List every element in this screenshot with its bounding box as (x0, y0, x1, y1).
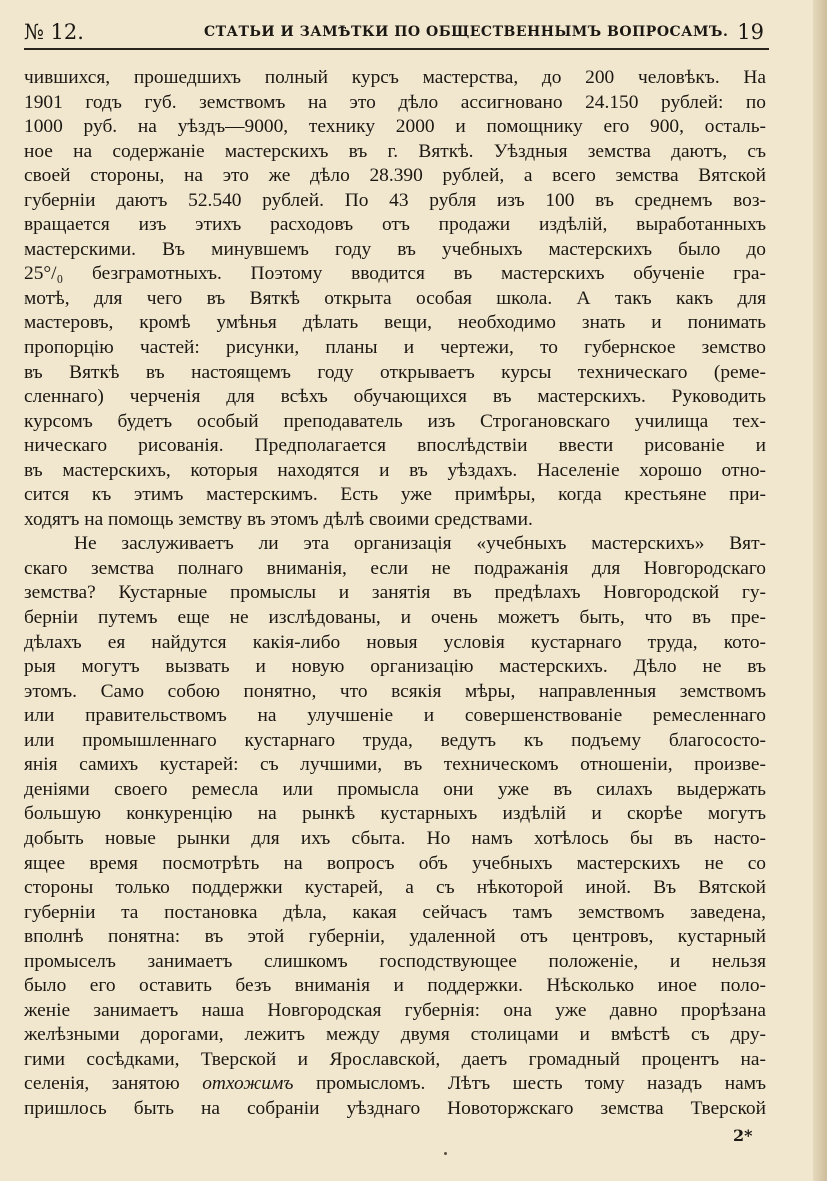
signature-mark: 2* (733, 1126, 753, 1145)
text-line: пришлось быть на собраніи уѣзднаго Новоторжскаго земства Тверской (24, 1097, 766, 1119)
text-line: мастеровъ, кромѣ умѣнья дѣлать вещи, необходимо знать и понимать (24, 312, 766, 334)
text-line: деніями своего ремесла или промысла они уже въ силахъ выдержать (24, 778, 766, 800)
text-line: 1000 руб. на уѣздъ—9000, технику 2000 и помощнику его 900, осталь- (24, 116, 766, 138)
text-line: вращается изъ этихъ расходовъ отъ продажи издѣлій, выработанныхъ (24, 214, 766, 236)
header-rule (24, 48, 769, 50)
text-line: губерніи та постановка дѣла, какая сейчасъ тамъ земствомъ заведена, (24, 901, 766, 923)
issue-number: № 12. (24, 20, 84, 44)
text-line: сленнаго) черченія для всѣхъ обучающихся въ мастерскихъ. Руководить (24, 386, 766, 408)
text-line: было его оставить безъ вниманія и поддержки. Нѣсколько иное поло- (24, 975, 766, 997)
text-line: мотѣ, для чего въ Вяткѣ открыта особая школа. А такъ какъ для (24, 287, 766, 309)
text-line: этомъ. Само собою понятно, что всякія мѣры, направленныя земствомъ (24, 680, 766, 702)
page-number: 19 (737, 20, 764, 44)
text-line: желѣзными дорогами, лежитъ между двумя столицами и вмѣстѣ съ дру- (24, 1024, 766, 1046)
text-line: гими сосѣдками, Тверской и Ярославской, даетъ громадный процентъ на- (24, 1048, 766, 1070)
text-line: янія самихъ кустарей: съ лучшими, въ техническомъ отношеніи, произве- (24, 754, 766, 776)
text-line: въ Вяткѣ въ настоящемъ году открываетъ курсы техническаго (реме- (24, 361, 766, 383)
text-line: земства? Кустарные промыслы и занятія въ предѣлахъ Новгородской гу- (24, 582, 766, 604)
text-line: мастерскими. Въ минувшемъ году въ учебныхъ мастерскихъ было до (24, 238, 766, 260)
text-line: или правительствомъ на улучшеніе и совершенствованіе ремесленнаго (24, 705, 766, 727)
text-line: ническаго рисованія. Предполагается впослѣдствіи ввести рисованіе и (24, 435, 766, 457)
section-title: СТАТЬИ И ЗАМѢТКИ ПО ОБЩЕСТВЕННЫМЪ ВОПРОСАМЪ. (204, 24, 729, 40)
text-line: дѣлахъ ея найдутся какія-либо новыя условія кустарнаго труда, кото- (24, 631, 766, 653)
running-header (24, 20, 764, 50)
text-line: ходятъ на помощь земству въ этомъ дѣлѣ своими средствами. (24, 508, 533, 530)
text-line: промыселъ занимаетъ слишкомъ господствующее положеніе, и нельзя (24, 950, 766, 972)
text-line: добыть новые рынки для ихъ сбыта. Но намъ хотѣлось бы въ насто- (24, 827, 766, 849)
text-line: ное на содержаніе мастерскихъ въ г. Вяткѣ. Уѣздныя земства даютъ, съ (24, 140, 766, 162)
text-line: курсомъ будетъ особый преподаватель изъ Строгановскаго училища тех- (24, 410, 766, 432)
text-line: Не заслуживаетъ ли эта организація «учебныхъ мастерскихъ» Вят- (74, 533, 766, 555)
text-line: въ мастерскихъ, которыя находятся и въ уѣздахъ. Населеніе хорошо отно- (24, 459, 766, 481)
text-line: своей стороны, на это же дѣло 28.390 рублей, а всего земства Вятской (24, 165, 766, 187)
page-edge (813, 0, 827, 1181)
text-line: стороны только поддержки кустарей, а съ нѣкоторой иной. Въ Вятской (24, 877, 766, 899)
text-line: 25°/₀ безграмотныхъ. Поэтому вводится въ мастерскихъ обученіе гра- (24, 263, 766, 285)
text-line: женіе занимаетъ наша Новгородская губернія: она уже давно прорѣзана (24, 999, 766, 1021)
text-line: сится къ этимъ мастерскимъ. Есть уже примѣры, когда крестьяне при- (24, 484, 766, 506)
text-line: вполнѣ понятна: въ этой губерніи, удаленной отъ центровъ, кустарный (24, 926, 766, 948)
article-body (24, 66, 766, 1122)
text-line: ящее время посмотрѣть на вопросъ объ учебныхъ мастерскихъ не со (24, 852, 766, 874)
text-line: большую конкуренцію на рынкѣ кустарныхъ издѣлій и скорѣе могутъ (24, 803, 766, 825)
text-line: губерніи даютъ 52.540 рублей. По 43 рубля изъ 100 въ среднемъ воз- (24, 189, 766, 211)
text-line: пропорцію частей: рисунки, планы и чертежи, то губернское земство (24, 337, 766, 359)
text-line: берніи путемъ еще не изслѣдованы, и очень можетъ быть, что въ пре- (24, 607, 766, 629)
text-line: скаго земства полнаго вниманія, если не подражанія для Новгородскаго (24, 557, 766, 579)
text-line: 1901 годъ губ. земствомъ на это дѣло ассигновано 24.150 рублей: по (24, 91, 766, 113)
ink-speck (444, 1152, 447, 1155)
text-line: или промышленнаго кустарнаго труда, ведутъ къ подъему благососто- (24, 729, 766, 751)
text-line: чившихся, прошедшихъ полный курсъ мастерства, до 200 человѣкъ. На (24, 67, 766, 88)
text-line: рыя могутъ вызвать и новую организацію мастерскихъ. Дѣло не въ (24, 656, 766, 678)
emphasis: отхожимъ (202, 1073, 294, 1095)
text-line: селенія, занятою отхожимъ промысломъ. Лѣтъ шесть тому назадъ намъ (24, 1073, 766, 1095)
